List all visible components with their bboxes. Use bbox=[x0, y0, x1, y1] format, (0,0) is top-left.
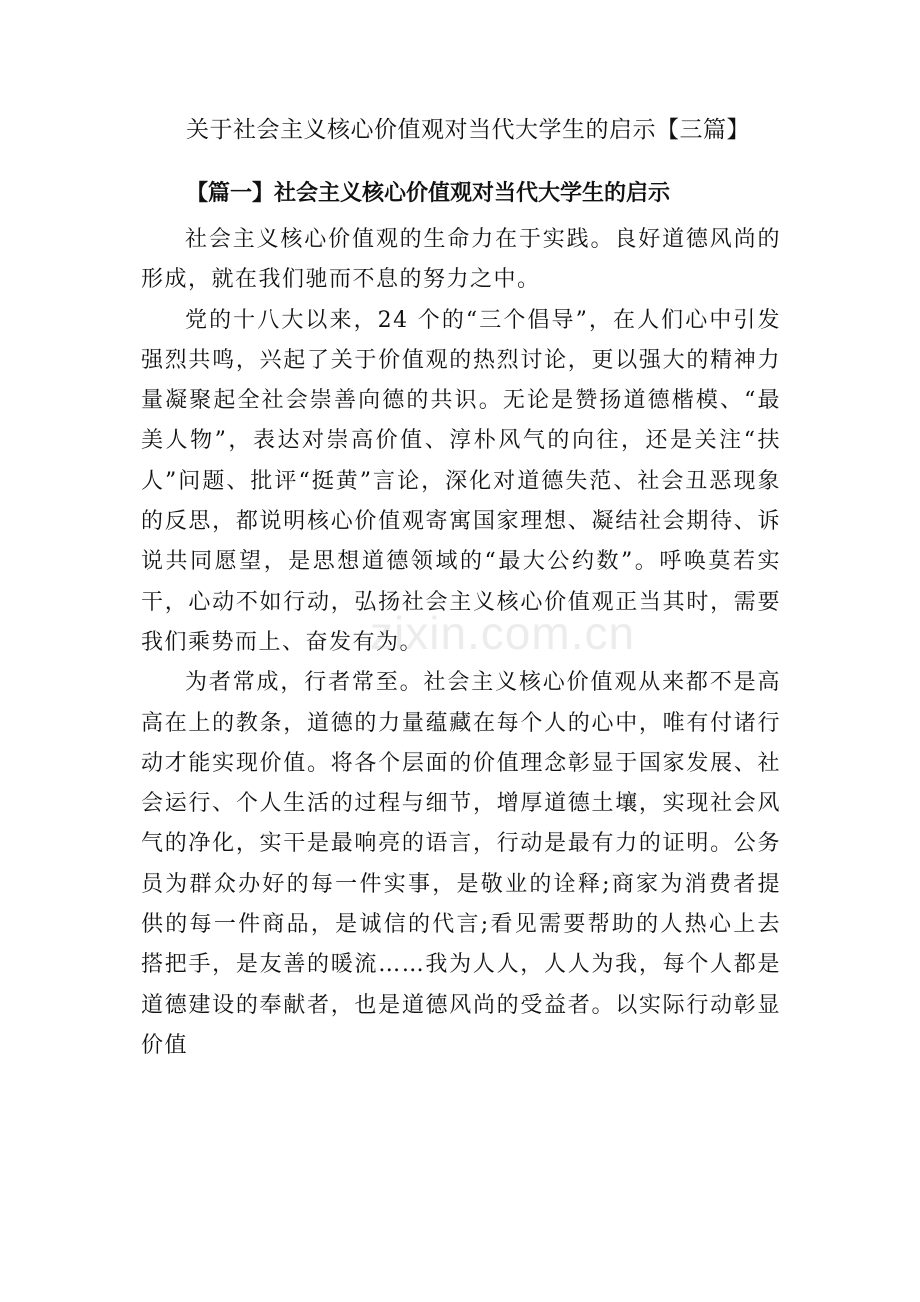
paragraph-1: 社会主义核心价值观的生命力在于实践。良好道德风尚的形成，就在我们驰而不息的努力之中。 bbox=[141, 227, 781, 293]
document-body bbox=[141, 220, 781, 1066]
paragraph-3: 为者常成，行者常至。社会主义核心价值观从来都不是高高在上的教条，道德的力量蕴藏在每个人的心中，唯有付诸行动才能实现价值。将各个层面的价值理念彰显于国家发展、社会运行、个人生活的过程与细节，增厚道德土壤，实现社会风气的净化，实干是最响亮的语言，行动是最有力的证明。公务员为群众办好的每一件实事，是敬业的诠释;商家为消费者提供的每一件商品，是诚信的代言;看见需要帮助的人热心上去搭把手，是友善的暖流……我为人人，人人为我，每个人都是道德建设的奉献者，也是道德风尚的受益者。以实际行动彰显价值 bbox=[141, 670, 781, 1058]
watermark: zixin.com.cn bbox=[370, 607, 636, 659]
paragraph-2: 党的十八大以来，24 个的“三个倡导”，在人们心中引发强烈共鸣，兴起了关于价值观的热烈讨论，更以强大的精神力量凝聚起全社会崇善向德的共识。无论是赞扬道德楷模、“最美人物”，表达对崇高价值、淳朴风气的向往，还是关注“扶人”问题、批评“挺黄”言论，深化对道德失范、社会丑恶现象的反思，都说明核心价值观寄寓国家理想、凝结社会期待、诉说共同愿望，是思想道德领域的“最大公约数”。呼唤莫若实干，心动不如行动，弘扬社会主义核心价值观正当其时，需要我们乘势而上、奋发有为。 bbox=[141, 307, 781, 655]
document-title: 关于社会主义核心价值观对当代大学生的启示【三篇】 bbox=[186, 117, 750, 143]
section-title: 【篇一】社会主义核心价值观对当代大学生的启示 bbox=[186, 180, 671, 206]
